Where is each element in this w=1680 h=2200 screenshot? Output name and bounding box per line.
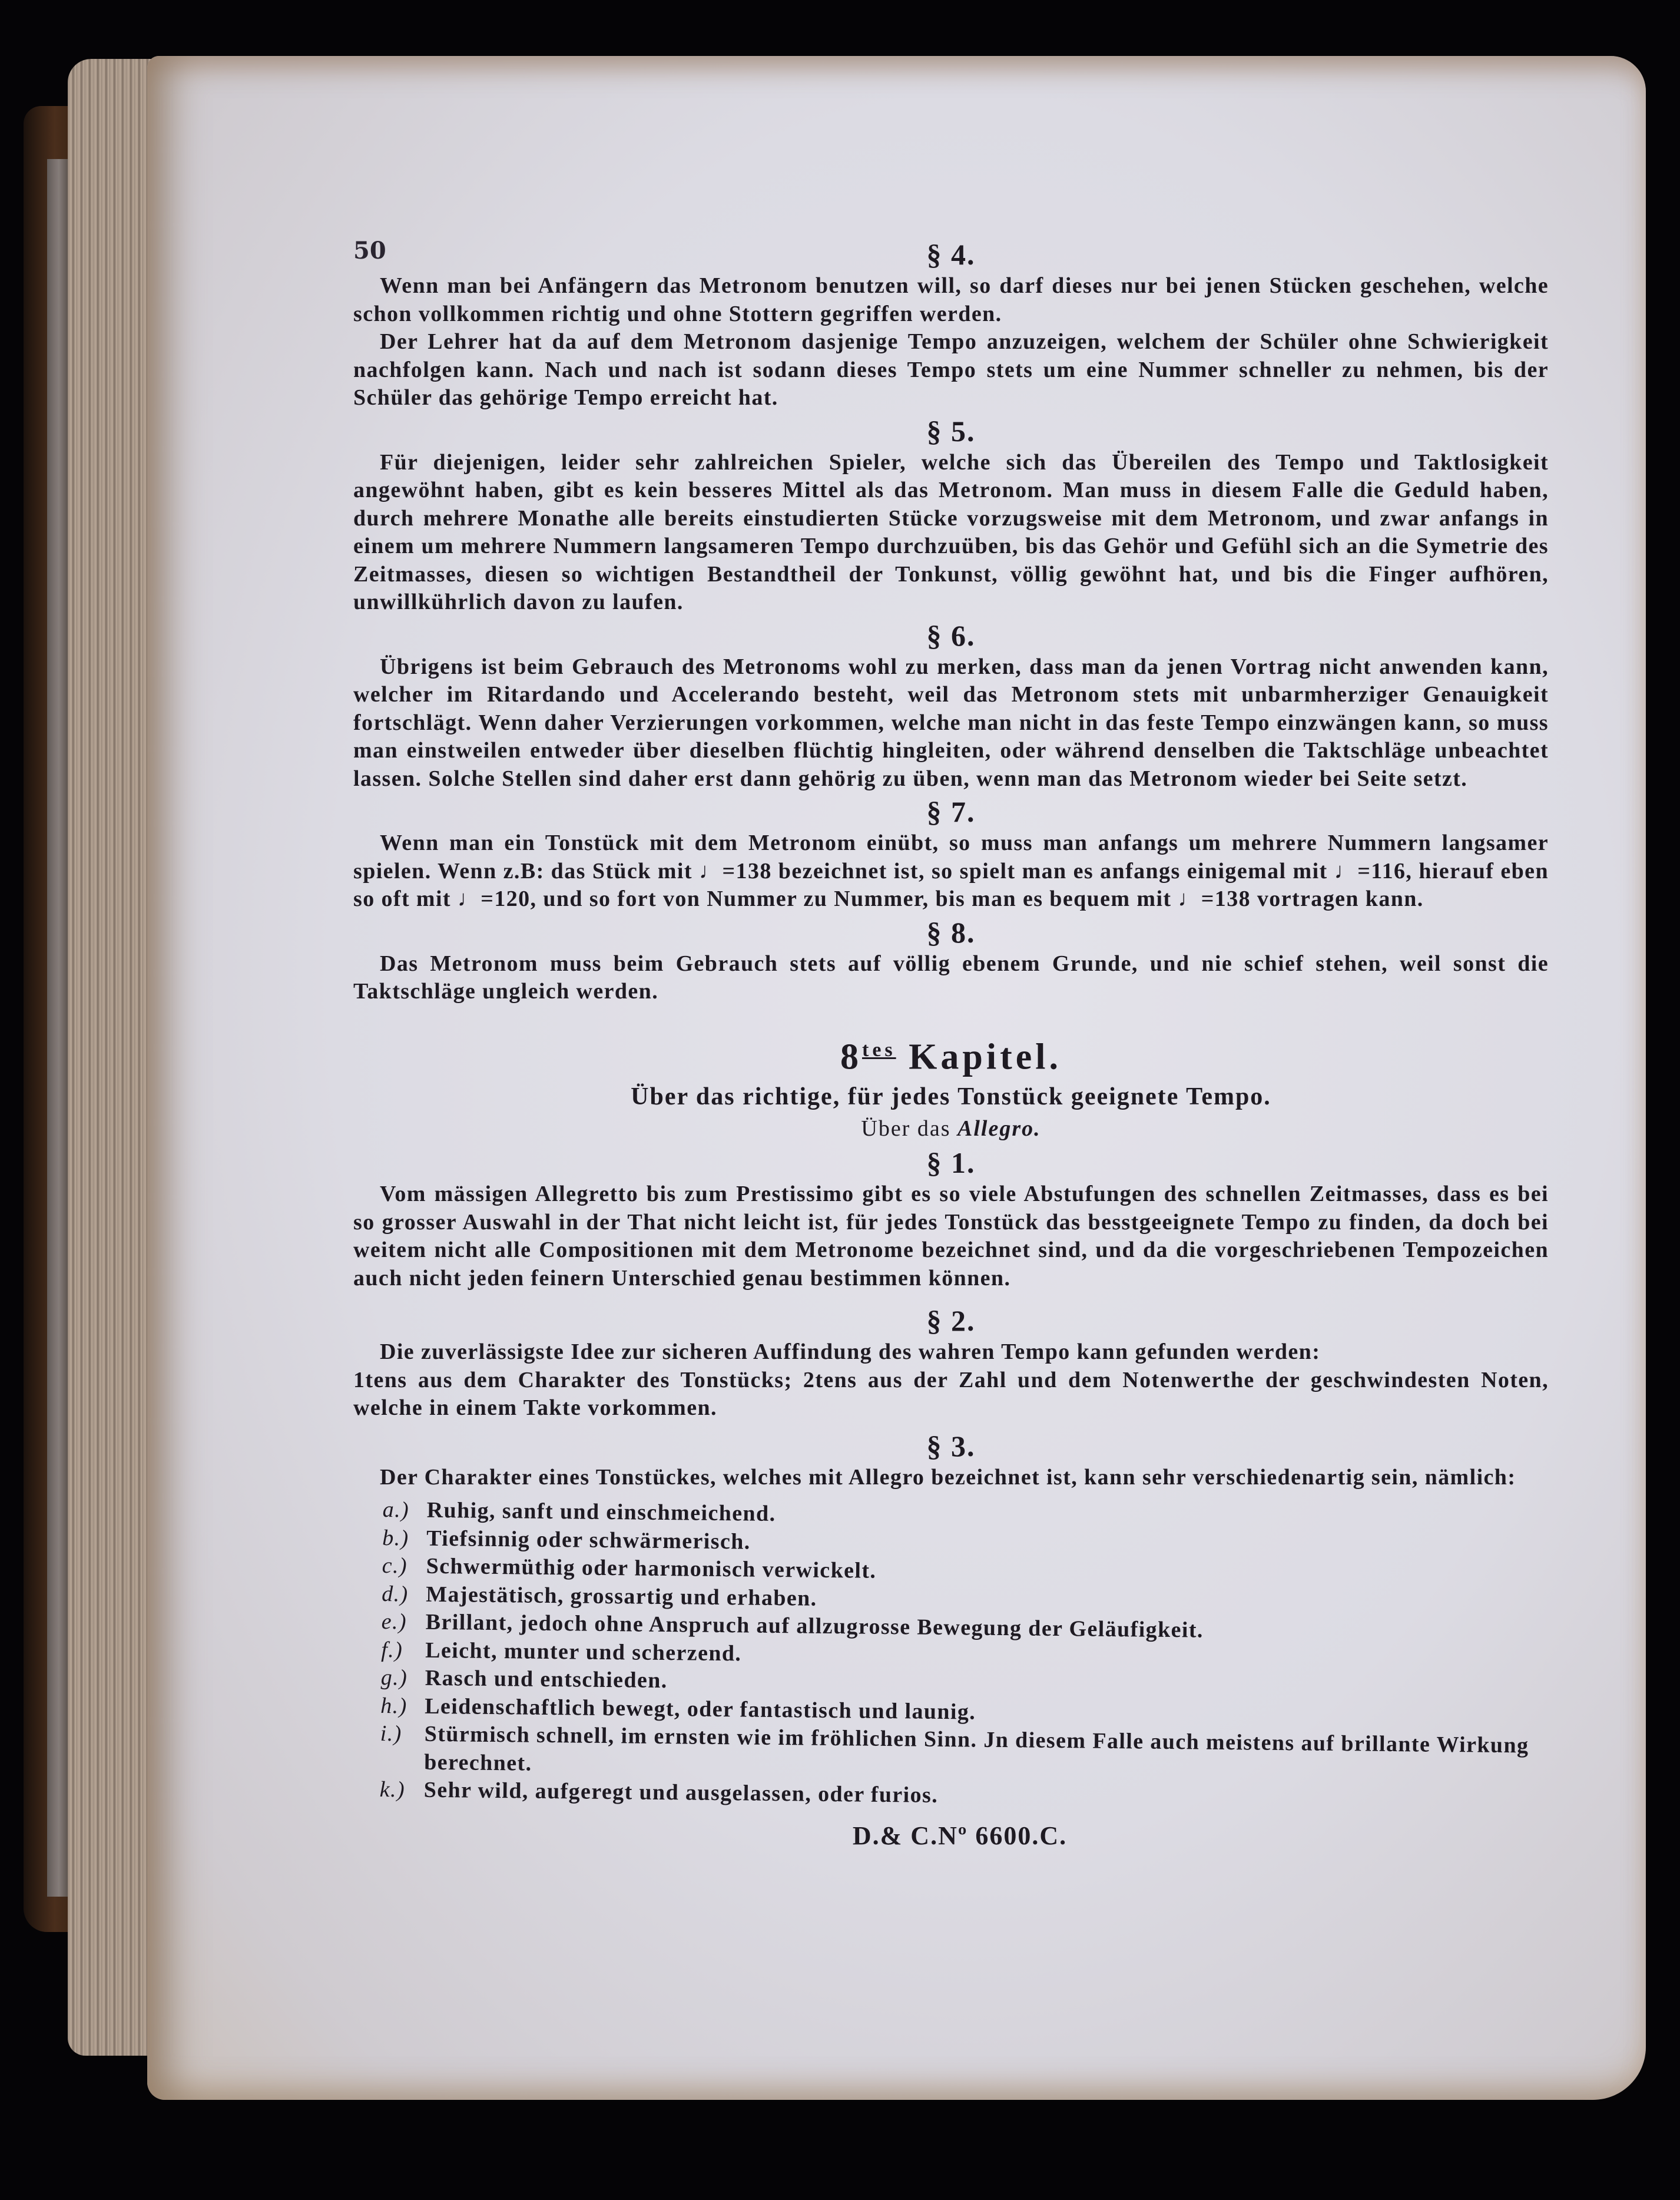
list-marker: c.) [382,1553,408,1579]
paragraph: Vom mässigen Allegretto bis zum Prestissimo gibt es so viele Abstufungen des schnellen Zeitmasses, dass es bei so grosser Auswahl in der That nicht leicht ist, für jedes Tonstück das besstgeeignete Tempo zu finden, da doch bei weitem nicht alle Compositionen mit dem Metronome bezeichnet sind, und da die vorgeschriebenen Tempozeichen auch nicht jeden feinern Unterschied genau bestimmen können. [353,1182,1549,1291]
subsubtitle-prefix: Über das [861,1116,951,1142]
chapter-heading [353,1027,1549,1081]
paragraph: Wenn man bei Anfängern das Metronom benutzen will, so darf dieses nur bei jenen Stücken geschehen, welche schon vollkommen richtig und ohne Stottern gegriffen werden. [353,273,1549,326]
chapter-subsubtitle [353,1113,1549,1144]
plate-number: D.& C.Nº 6600.C. [852,1821,1068,1850]
page-text [353,236,1549,1850]
character-list [380,1496,1549,1816]
list-marker: k.) [379,1777,406,1802]
paragraph: Übrigens ist beim Gebrauch des Metronoms wohl zu merken, dass man da jenen Vortrag nicht anwenden kann, welcher im Ritardando und Accelerando besteht, weil das Metronom stets mit unbarmherziger Genauigkeit fortschlägt. Wenn daher Verzierungen vorkommen, welche man nicht in das feste Tempo einzwängen kann, so muss man einstweilen entweder über dieselben flüchtig hingleiten, oder während denselben die Taktschläge unbeachtet lassen. Solche Stellen sind daher erst dann gehörig zu üben, wenn man das Metronom wieder bei Seite setzt. [353,654,1549,791]
paragraph: Wenn man ein Tonstück mit dem Metronom einübt, so muss man anfangs um mehrere Nummern langsamer spielen. Wenn z.B: das Stück mit ♩=138 bezeichnet ist, so spielt man es anfangs einigemal mit ♩=116, hierauf eben so oft mit ♩=120, und so fort von Nummer zu Nummer, bis man es bequem mit ♩=138 vortragen kann. [353,831,1549,911]
list-text: Brillant, jedoch ohne Anspruch auf allzugrosse Bewegung der Geläufigkeit. [425,1609,1204,1643]
list-marker: h.) [380,1693,407,1719]
list-marker: i.) [380,1721,402,1746]
chapter-number: 8 [840,1037,862,1077]
paragraph: 1tens aus dem Charakter des Tonstücks; 2tens aus der Zahl und dem Notenwerthe der geschwindesten Noten, welche in einem Takte vorkommen. [353,1367,1549,1421]
section-heading: § 2. [926,1304,976,1338]
list-marker: g.) [380,1665,408,1690]
section-heading: § 5. [926,414,976,448]
paragraph: Die zuverlässigste Idee zur sicheren Auffindung des wahren Tempo kann gefunden werden: [380,1339,1321,1365]
list-marker: d.) [382,1581,409,1607]
paragraph: Der Charakter eines Tonstückes, welches mit Allegro bezeichnet ist, kann sehr verschiedenartig sein, nämlich: [380,1464,1516,1490]
list-text: Sehr wild, aufgeregt und ausgelassen, oder furios. [423,1777,939,1808]
chapter-title: Kapitel. [909,1037,1062,1077]
list-text: Ruhig, sanft und einschmeichend. [426,1497,776,1527]
section-heading: § 7. [926,795,976,828]
list-text: Leidenschaftlich bewegt, oder fantastisch und launig. [425,1693,976,1725]
paragraph: Das Metronom muss beim Gebrauch stets auf völlig ebenem Grunde, und nie schief stehen, weil sonst die Taktschläge ungleich werden. [353,951,1549,1004]
list-marker: b.) [382,1525,409,1551]
section-heading: § 4. [926,238,976,271]
subsubtitle-italic: Allegro. [957,1116,1041,1142]
section-heading: § 8. [926,915,976,949]
chapter-suffix: tes [862,1038,896,1061]
paragraph: Für diejenigen, leider sehr zahlreichen Spieler, welche sich das Übereilen des Tempo und Taktlosigkeit angewöhnt haben, gibt es kein besseres Mittel als das Metronom. Man muss in diesem Falle die Geduld haben, durch mehrere Monathe alle bereits einstudierten Stücke vorzugsweise mit dem Metronom, und zwar anfangs in einem um mehrere Nummern langsameren Tempo durchzuüben, bis das Gehör und Gefühl sich an die Symetrie des Zeitmasses, diesen so wichtigen Bestandtheil der Tonkunst, völlig gewöhnt hat, und bis die Finger aufhören, unwillkührlich davon zu laufen. [353,449,1549,614]
list-text: Majestätisch, grossartig und erhaben. [426,1582,817,1611]
list-text: Tiefsinnig oder schwärmerisch. [426,1526,751,1554]
list-marker: a.) [382,1497,410,1523]
page-number: 50 [353,237,386,264]
paragraph: Der Lehrer hat da auf dem Metronom dasjenige Tempo anzuzeigen, welchem der Schüler ohne Schwierigkeit nachfolgen kann. Nach und nach ist sodann dieses Tempo stets um eine Nummer schneller zu nehmen, bis der Schüler das gehörige Tempo erreicht hat. [353,329,1549,410]
chapter-subtitle: Über das richtige, für jedes Tonstück geeignete Tempo. [631,1083,1271,1111]
list-marker: e.) [381,1609,407,1635]
book-cover-edge [47,159,71,1897]
section-heading: § 1. [926,1146,976,1180]
section-heading: § 3. [926,1429,976,1463]
list-text: Schwermüthig oder harmonisch verwickelt. [426,1553,877,1583]
list-marker: f.) [381,1637,403,1663]
list-text: Rasch und entschieden. [425,1665,668,1693]
list-text: Stürmisch schnell, im ernsten wie im fröhlichen Sinn. Jn diesem Falle auch meistens auf brillante Wirkung berechnet. [424,1721,1529,1776]
section-heading: § 6. [926,618,976,652]
list-text: Leicht, munter und scherzend. [425,1637,742,1666]
